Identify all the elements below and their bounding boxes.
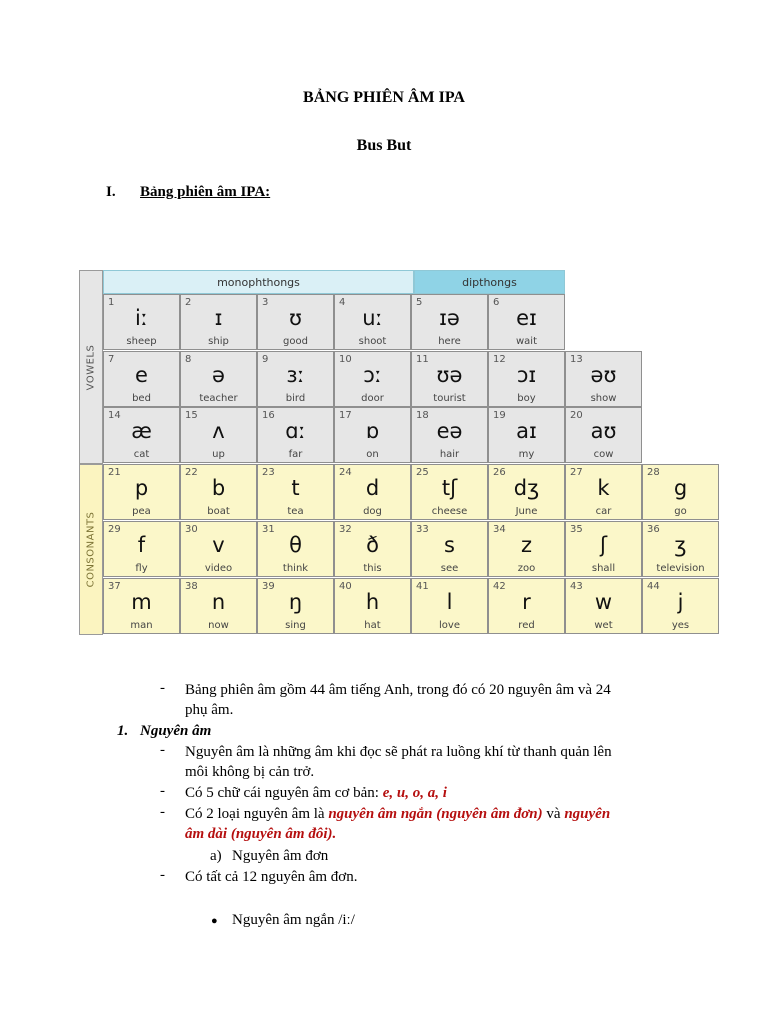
ipa-example-word: cat (133, 449, 150, 461)
dash-bullet: - (160, 804, 165, 820)
ipa-number: 30 (185, 523, 198, 535)
ipa-symbol: dʒ (513, 476, 540, 501)
ipa-symbol: ʊə (436, 362, 463, 387)
ipa-cell-1 (103, 294, 180, 350)
ipa-example-word: car (595, 506, 612, 518)
ipa-number: 43 (570, 580, 583, 592)
ipa-example-word: show (590, 392, 617, 404)
ipa-example-word: now (208, 619, 229, 631)
ipa-number: 2 (185, 297, 192, 308)
ipa-symbol: e (135, 362, 148, 387)
ipa-example-word: boat (207, 506, 230, 518)
ipa-number: 15 (185, 410, 198, 422)
ipa-example-word: bird (285, 392, 306, 404)
ipa-number: 41 (416, 580, 429, 592)
ipa-symbol: ʊ (289, 306, 302, 330)
ipa-number: 38 (185, 580, 198, 592)
ipa-symbol: ð (366, 532, 379, 557)
ipa-symbol: h (365, 589, 380, 614)
ipa-example-word: good (283, 336, 308, 347)
ipa-cell-43 (565, 578, 642, 634)
ipa-symbol: k (597, 476, 610, 501)
ipa-cell-36 (642, 521, 719, 577)
ipa-symbol: t (291, 476, 300, 501)
ipa-example-word: up (212, 449, 225, 461)
ipa-symbol: aɪ (516, 419, 537, 444)
ipa-symbol: eə (436, 419, 463, 444)
ipa-cell-24 (334, 464, 411, 520)
subsection-number: 1. (117, 723, 129, 739)
ipa-symbol: v (212, 532, 225, 557)
ipa-cell-4 (334, 294, 411, 350)
ipa-number: 44 (647, 580, 660, 592)
ipa-cell-42 (488, 578, 565, 634)
ipa-cell-39 (257, 578, 334, 634)
ipa-cell-11 (411, 351, 488, 407)
ipa-symbol: eɪ (516, 306, 537, 330)
vowel-types-line-2: âm dài (nguyên âm đôi). (185, 826, 337, 842)
ipa-example-word: here (438, 336, 461, 347)
ipa-symbol: ɑː (285, 419, 306, 444)
ipa-symbol: æ (131, 419, 152, 444)
ipa-number: 4 (339, 297, 346, 308)
ipa-example-word: cheese (431, 506, 468, 518)
intro-line-1: Bảng phiên âm gồm 44 âm tiếng Anh, trong đó có 20 nguyên âm và 24 (185, 682, 611, 698)
ipa-cell-14 (103, 407, 180, 463)
ipa-example-word: shoot (358, 336, 387, 347)
ipa-symbol: aʊ (590, 419, 617, 444)
ipa-cell-26 (488, 464, 565, 520)
ipa-symbol: z (520, 532, 533, 557)
ipa-number: 28 (647, 467, 660, 479)
ipa-number: 6 (493, 297, 500, 308)
ipa-cell-2 (180, 294, 257, 350)
ipa-number: 33 (416, 523, 429, 535)
ipa-example-word: dog (363, 506, 382, 518)
ipa-symbol: j (677, 589, 684, 614)
ipa-example-word: yes (671, 619, 690, 631)
ipa-example-word: boy (517, 392, 536, 404)
ipa-number: 31 (262, 523, 275, 535)
ipa-symbol: ʌ (212, 419, 225, 444)
ipa-cell-8 (180, 351, 257, 407)
ipa-number: 32 (339, 523, 352, 535)
ipa-cell-5 (411, 294, 488, 350)
ipa-symbol: ʒ (674, 532, 687, 557)
ipa-number: 37 (108, 580, 121, 592)
definition-line-1: Nguyên âm là những âm khi đọc sẽ phát ra luồng khí từ thanh quản lên (185, 744, 612, 760)
ipa-symbol: tʃ (441, 476, 458, 501)
ipa-number: 21 (108, 467, 121, 479)
ipa-example-word: on (366, 449, 379, 461)
ipa-number: 3 (262, 297, 269, 308)
ipa-cell-9 (257, 351, 334, 407)
ipa-cell-38 (180, 578, 257, 634)
ipa-cell-19 (488, 407, 565, 463)
ipa-symbol: ʃ (599, 532, 608, 557)
ipa-symbol: ɒ (365, 419, 380, 444)
ipa-example-word: hat (364, 619, 381, 631)
ipa-symbol: p (134, 476, 149, 501)
ipa-example-word: door (361, 392, 384, 404)
ipa-cell-20 (565, 407, 642, 463)
ipa-example-word: sing (285, 619, 306, 631)
ipa-example-word: go (674, 506, 687, 518)
ipa-cell-7 (103, 351, 180, 407)
ipa-example-word: man (130, 619, 153, 631)
consonants-side-label: CONSONANTS (79, 464, 103, 635)
ipa-cell-37 (103, 578, 180, 634)
ipa-example-word: June (515, 506, 538, 518)
ipa-number: 35 (570, 523, 583, 535)
vowel-letters-line: Có 5 chữ cái nguyên âm cơ bản: e, u, o, a, i (185, 785, 447, 801)
ipa-example-word: cow (593, 449, 614, 461)
ipa-example-word: tourist (433, 392, 466, 404)
ipa-number: 29 (108, 523, 121, 535)
ipa-cell-44 (642, 578, 719, 634)
ipa-number: 24 (339, 467, 352, 479)
ipa-example-word: love (439, 619, 460, 631)
ipa-example-word: red (518, 619, 535, 631)
ipa-cell-32 (334, 521, 411, 577)
ipa-symbol: f (137, 532, 146, 557)
ipa-example-word: ship (208, 336, 229, 347)
ipa-cell-40 (334, 578, 411, 634)
section-title: Bảng phiên âm IPA: (140, 184, 271, 200)
ipa-symbol: ɔɪ (516, 362, 537, 387)
ipa-symbol: θ (289, 532, 302, 557)
ipa-number: 9 (262, 353, 269, 365)
ipa-symbol: m (131, 589, 152, 614)
definition-line-2: môi không bị cản trở. (185, 764, 315, 780)
diphthongs-header: dipthongs (414, 270, 565, 294)
ipa-number: 34 (493, 523, 506, 535)
ipa-cell-23 (257, 464, 334, 520)
ipa-number: 16 (262, 410, 275, 422)
ipa-symbol: iː (135, 306, 148, 330)
ipa-cell-22 (180, 464, 257, 520)
ipa-number: 19 (493, 410, 506, 422)
ipa-example-word: wait (515, 336, 537, 347)
ipa-symbol: b (211, 476, 226, 501)
ipa-symbol: ɪ (214, 306, 223, 330)
ipa-example-word: zoo (517, 562, 536, 574)
ipa-number: 5 (416, 297, 423, 308)
ipa-number: 36 (647, 523, 660, 535)
ipa-example-word: pea (132, 506, 151, 518)
ipa-number: 14 (108, 410, 121, 422)
ipa-example-word: bed (132, 392, 151, 404)
ipa-symbol: ɔː (363, 362, 382, 387)
ipa-example-word: this (363, 562, 382, 574)
ipa-example-word: think (282, 562, 309, 574)
monophthongs-header: monophthongs (103, 270, 414, 294)
intro-line-2: phụ âm. (185, 702, 234, 718)
ipa-number: 23 (262, 467, 275, 479)
ipa-example-word: fly (135, 562, 148, 574)
dash-bullet: - (160, 742, 165, 758)
ipa-symbol: əʊ (590, 362, 617, 387)
ipa-number: 11 (416, 353, 429, 365)
ipa-symbol: w (594, 589, 613, 614)
ipa-symbol: ɜː (286, 362, 305, 387)
dash-bullet: - (160, 783, 165, 799)
vowel-types-line-1: Có 2 loại nguyên âm là nguyên âm ngắn (nguyên âm đơn) và nguyên (185, 806, 611, 822)
ipa-example-word: television (656, 562, 705, 574)
bullet-item: Nguyên âm ngắn /iː/ (232, 912, 355, 928)
ipa-number: 7 (108, 353, 115, 365)
bullet-dot-icon: ● (211, 915, 218, 927)
ipa-number: 26 (493, 467, 506, 479)
ipa-cell-34 (488, 521, 565, 577)
ipa-symbol: s (444, 532, 455, 557)
subsection-title: Nguyên âm (140, 723, 212, 739)
sub-a-label: a) (210, 848, 222, 864)
ipa-example-word: sheep (126, 336, 157, 347)
ipa-example-word: far (288, 449, 303, 461)
vowel-letters: e, u, o, a, i (382, 785, 447, 801)
ipa-number: 17 (339, 410, 352, 422)
ipa-cell-18 (411, 407, 488, 463)
ipa-example-word: video (204, 562, 233, 574)
ipa-cell-41 (411, 578, 488, 634)
doc-title: BẢNG PHIÊN ÂM IPA (303, 89, 465, 106)
ipa-cell-21 (103, 464, 180, 520)
ipa-example-word: teacher (199, 392, 238, 404)
ipa-number: 12 (493, 353, 506, 365)
ipa-number: 39 (262, 580, 275, 592)
ipa-symbol: r (522, 589, 531, 614)
ipa-cell-17 (334, 407, 411, 463)
sub-a-title: Nguyên âm đơn (232, 848, 329, 864)
ipa-example-word: see (440, 562, 459, 574)
ipa-cell-30 (180, 521, 257, 577)
ipa-number: 8 (185, 353, 192, 365)
ipa-cell-29 (103, 521, 180, 577)
ipa-cell-6 (488, 294, 565, 350)
vowels-side-label: VOWELS (79, 270, 103, 464)
ipa-number: 42 (493, 580, 506, 592)
ipa-symbol: n (211, 589, 226, 614)
ipa-number: 22 (185, 467, 198, 479)
ipa-symbol: ɪə (439, 306, 460, 330)
ipa-number: 13 (570, 353, 583, 365)
ipa-symbol: l (446, 589, 453, 614)
ipa-example-word: shall (591, 562, 616, 574)
ipa-cell-35 (565, 521, 642, 577)
ipa-cell-16 (257, 407, 334, 463)
ipa-symbol: ə (212, 362, 225, 387)
ipa-cell-10 (334, 351, 411, 407)
ipa-cell-25 (411, 464, 488, 520)
ipa-cell-31 (257, 521, 334, 577)
dash-bullet: - (160, 680, 165, 696)
ipa-cell-28 (642, 464, 719, 520)
ipa-cell-3 (257, 294, 334, 350)
ipa-example-word: hair (439, 449, 460, 461)
ipa-symbol: g (673, 476, 688, 501)
ipa-example-word: my (518, 449, 535, 461)
ipa-cell-12 (488, 351, 565, 407)
count-line: Có tất cả 12 nguyên âm đơn. (185, 869, 358, 885)
ipa-chart (79, 270, 705, 635)
dash-bullet: - (160, 867, 165, 883)
ipa-number: 1 (108, 297, 115, 308)
ipa-cell-13 (565, 351, 642, 407)
section-number: I. (106, 184, 116, 200)
doc-author: Bus But (356, 137, 412, 154)
ipa-cell-27 (565, 464, 642, 520)
ipa-symbol: d (365, 476, 380, 501)
ipa-number: 10 (339, 353, 352, 365)
ipa-number: 27 (570, 467, 583, 479)
ipa-cell-33 (411, 521, 488, 577)
ipa-number: 40 (339, 580, 352, 592)
ipa-example-word: tea (287, 506, 304, 518)
ipa-number: 20 (570, 410, 583, 422)
ipa-cell-15 (180, 407, 257, 463)
ipa-example-word: wet (594, 619, 613, 631)
ipa-symbol: ŋ (288, 589, 303, 614)
ipa-number: 18 (416, 410, 429, 422)
ipa-number: 25 (416, 467, 429, 479)
ipa-symbol: uː (362, 306, 383, 330)
